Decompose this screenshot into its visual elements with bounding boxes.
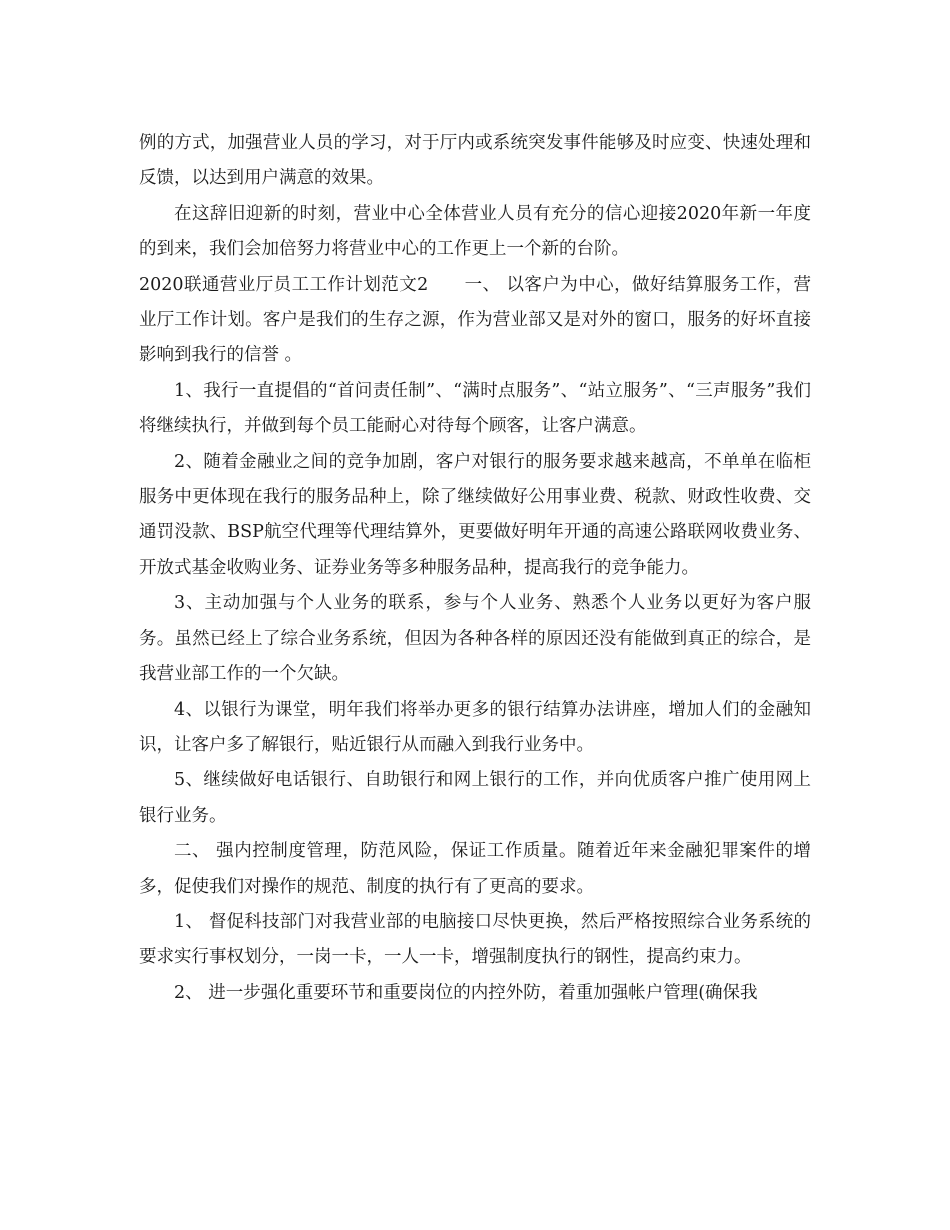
paragraph-item-2: 2、随着金融业之间的竞争加剧，客户对银行的服务要求越来越高，不单单在临柜服务中更体现在我行的服务品种上，除了继续做好公用事业费、税款、财政性收费、交通罚没款、BSP航空代理等代理结算外，更要做好明年开通的高速公路联网收费业务、开放式基金收购业务、证券业务等多种服务品种，提高我行的竞争能力。 <box>139 451 811 578</box>
paragraph-item-3: 3、主动加强与个人业务的联系，参与个人业务、熟悉个人业务以更好为客户服务。虽然已经上了综合业务系统，但因为各种各样的原因还没有能做到真正的综合，是我营业部工作的一个欠缺。 <box>139 593 811 685</box>
paragraph-item-5: 5、继续做好电话银行、自助银行和网上银行的工作，并向优质客户推广使用网上银行业务。 <box>139 770 811 826</box>
paragraph-section-2: 二、 强内控制度管理，防范风险，保证工作质量。随着近年来金融犯罪案件的增多，促使我们对操作的规范、制度的执行有了更高的要求。 <box>139 841 811 897</box>
paragraph-new-year: 在这辞旧迎新的时刻，营业中心全体营业人员有充分的信心迎接2020年新一年度的到来，我们会加倍努力将营业中心的工作更上一个新的台阶。 <box>139 203 811 260</box>
paragraph-item-4: 4、以银行为课堂，明年我们将举办更多的银行结算办法讲座，增加人们的金融知识，让客户多了解银行，贴近银行从而融入到我行业务中。 <box>139 699 811 755</box>
paragraph-continued: 例的方式，加强营业人员的学习，对于厅内或系统突发事件能够及时应变、快速处理和反馈，以达到用户满意的效果。 <box>139 133 811 189</box>
document-body <box>139 126 811 1011</box>
paragraph-item-1: 1、我行一直提倡的“首问责任制”、“满时点服务”、“站立服务”、“三声服务”我们将继续执行，并做到每个员工能耐心对待每个顾客，让客户满意。 <box>139 380 811 437</box>
paragraph-section-2-item-2: 2、 进一步强化重要环节和重要岗位的内控外防，着重加强帐户管理(确保我 <box>174 982 758 1003</box>
paragraph-plan-title: 2020联通营业厅员工工作计划范文2 一、 以客户为中心，做好结算服务工作，营业厅工作计划。客户是我们的生存之源，作为营业部又是对外的窗口，服务的好坏直接影响到我行的信誉 。 <box>139 274 811 366</box>
paragraph-section-2-item-1: 1、 督促科技部门对我营业部的电脑接口尽快更换，然后严格按照综合业务系统的要求实行事权划分，一岗一卡，一人一卡，增强制度执行的钢性，提高约束力。 <box>139 911 811 968</box>
